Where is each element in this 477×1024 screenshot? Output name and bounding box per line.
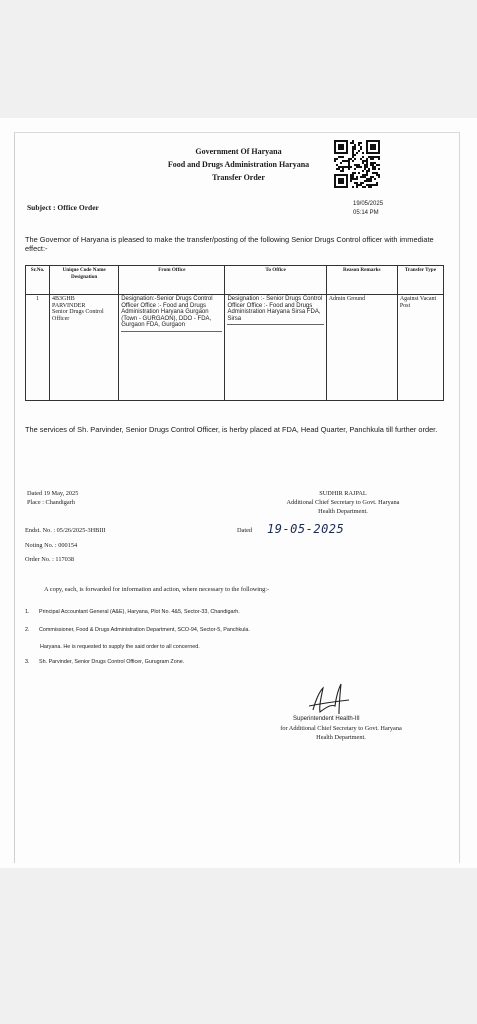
col-header-srno: Sr.No.: [26, 266, 50, 295]
list-text: Haryana. He is requested to supply the said order to all concerned.: [40, 644, 200, 650]
list-item: [25, 627, 250, 633]
handwritten-date: 19-05-2025: [267, 522, 345, 536]
copy-forward-text: A copy, each, is forwarded for information and action, where necessary to the following:-: [44, 586, 270, 593]
list-number: 3.: [25, 659, 30, 665]
cell-to-office: [225, 295, 326, 401]
noting-number: Noting No. : 000154: [25, 542, 78, 549]
list-item: [25, 659, 184, 665]
list-text: Commissioner, Food & Drugs Administration Department, SCO-94, Sector-5, Panchkula.: [39, 627, 250, 633]
list-text: Sh. Parvinder, Senior Drugs Control Officer, Gurugram Zone.: [39, 659, 185, 665]
place-line: Place : Chandigarh: [27, 499, 75, 506]
endst-number: Endst. No. : 05/26/2025-3HBIII: [25, 527, 106, 534]
order-number: Order No. : 117038: [25, 556, 75, 563]
employee-code: 4B3GHB: [52, 296, 75, 302]
list-number: 2.: [25, 627, 30, 633]
employee-name: PARVINDER: [52, 302, 86, 309]
col-header-to-office: To Office: [225, 266, 326, 295]
list-number: 1.: [25, 609, 30, 615]
cell-transfer-type: Against Vacant Post: [397, 295, 443, 401]
table-row: [26, 295, 444, 401]
dated-label: Dated: [237, 527, 253, 534]
superintendent-line1: for Additional Chief Secretary to Govt. Haryana: [280, 725, 402, 732]
cell-unique-code: [50, 295, 119, 401]
header-government: Government Of Haryana: [195, 147, 282, 156]
table-header-row: [26, 266, 444, 295]
employee-designation: Senior Drugs Control Officer: [52, 309, 104, 322]
cell-from-office: [119, 295, 225, 401]
list-item: [25, 609, 240, 615]
transfer-table: [25, 265, 444, 401]
cell-srno: 1: [26, 295, 50, 401]
signature-icon: [305, 680, 355, 720]
intro-paragraph: The Governor of Haryana is pleased to make the transfer/posting of the following Senior Drugs Control officer with immediate effect:-: [25, 235, 434, 253]
from-office-text: Designation:-Senior Drugs Control Officer Office :- Food and Drugs Administration Haryana Gurgaon (Town - GURGAON), DDO - FDA, Gurgaon FDA, Gurgaon: [121, 296, 222, 332]
header-department: Food and Drugs Administration Haryana: [167, 160, 310, 169]
list-item: [40, 644, 200, 650]
col-header-transfer-type: Transfer Type: [397, 266, 443, 295]
dated-line: Dated 19 May, 2025: [27, 490, 79, 497]
superintendent-line2: Health Department.: [316, 734, 366, 741]
list-text: Principal Accountant General (A&E), Haryana, Plot No. 4&5, Sector-33, Chandigarh.: [39, 609, 240, 615]
signatory-title: Additional Chief Secretary to Govt. Haryana: [286, 499, 400, 506]
col-header-unique-code: Unique Code Name Designation: [50, 266, 119, 295]
services-paragraph: The services of Sh. Parvinder, Senior Drugs Control Officer, is herby placed at FDA, Head Quarter, Panchkula till further order.: [25, 425, 438, 434]
to-office-text: Designation :- Senior Drugs Control Officer Office :- Food and Drugs Administration Haryana Sirsa FDA, Sirsa: [227, 296, 323, 325]
signatory-department: Health Department.: [318, 508, 368, 515]
header-order-title: Transfer Order: [212, 173, 265, 182]
superintendent-title: Superintendent Health-III: [293, 716, 360, 722]
timestamp-time: 05:14 PM: [353, 210, 379, 216]
signatory-name: SUDHIR RAJPAL: [319, 490, 367, 497]
subject-line: Subject : Office Order: [27, 203, 99, 212]
cell-reason: Admin Ground: [326, 295, 397, 401]
timestamp-date: 19/05/2025: [353, 201, 384, 207]
col-header-reason: Reason Remarks: [326, 266, 397, 295]
qr-code-icon: [334, 140, 380, 188]
col-header-from-office: From Office: [119, 266, 225, 295]
